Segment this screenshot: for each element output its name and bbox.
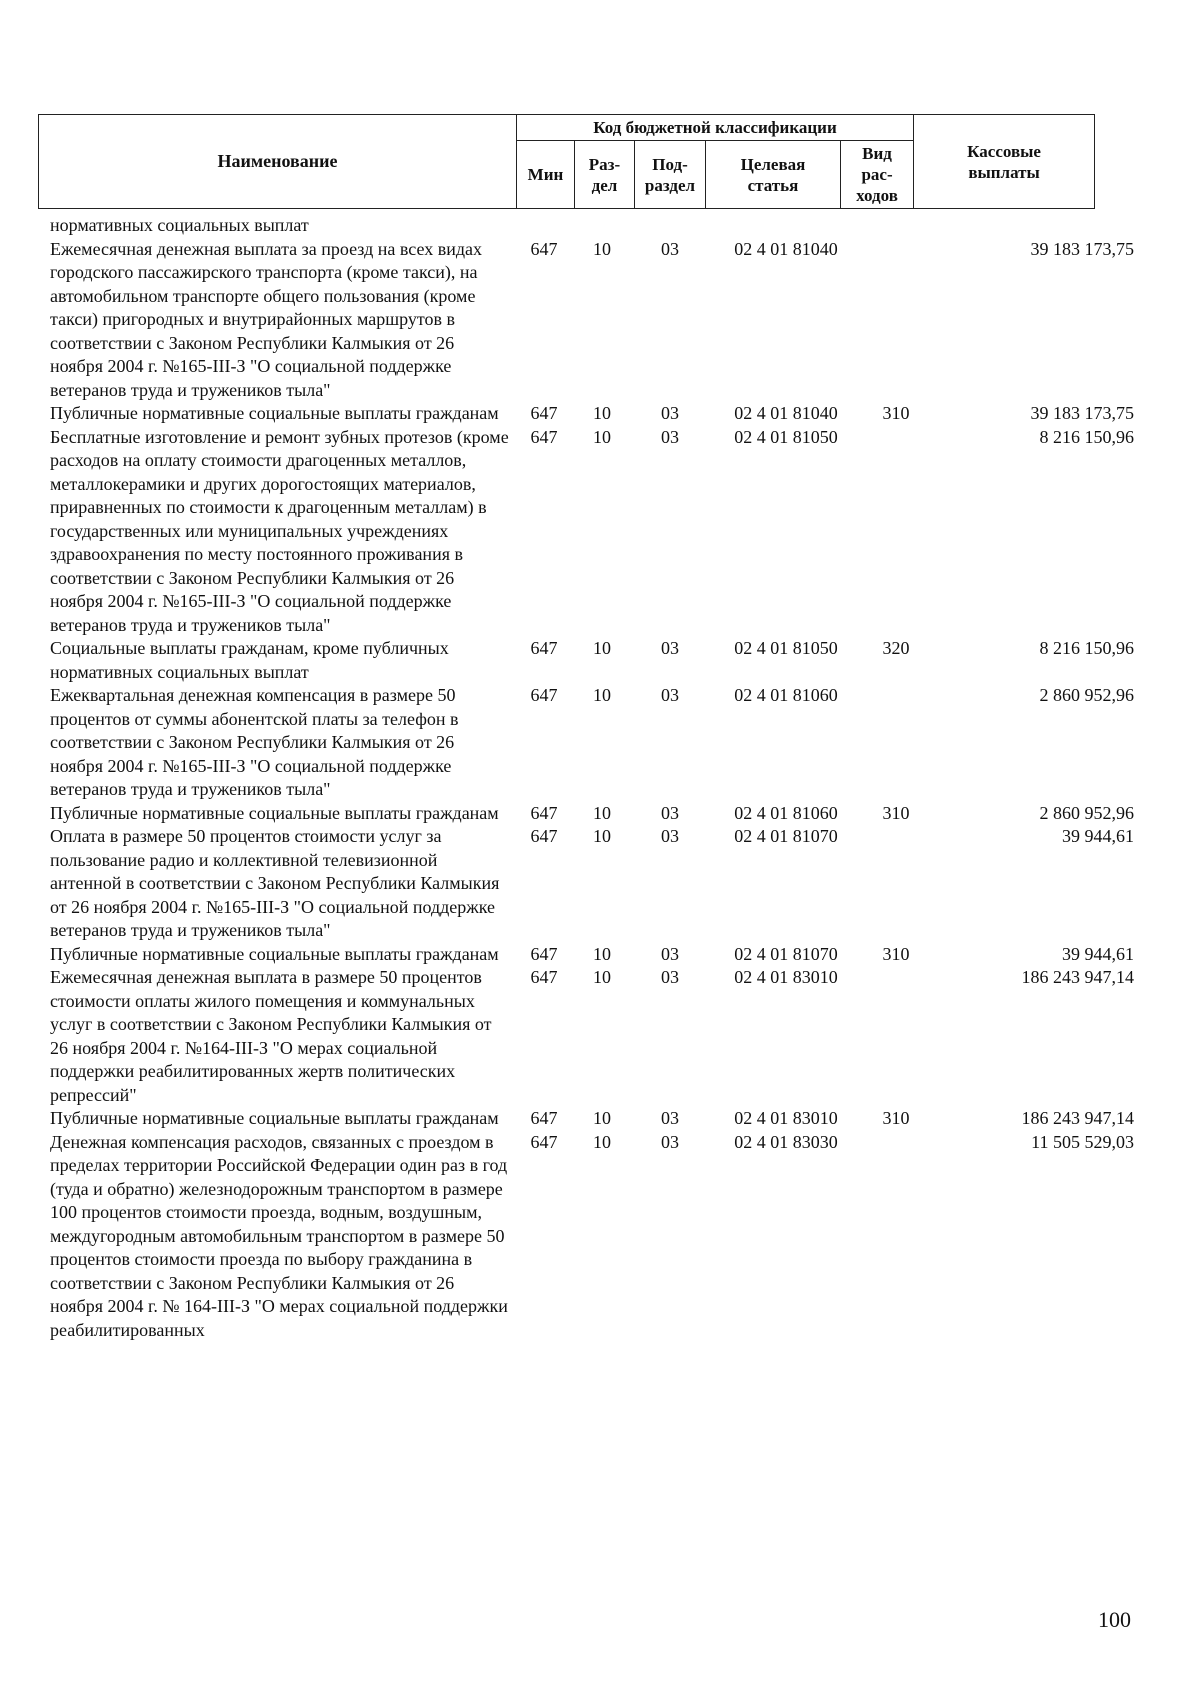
cell-razdel: 10 xyxy=(593,238,611,259)
cell-amount: 39 183 173,75 xyxy=(1030,238,1134,259)
cell-razdel: 10 xyxy=(593,943,611,964)
cell-name: нормативных социальных выплат xyxy=(50,215,309,235)
cell-name: Оплата в размере 50 процентов стоимости услуг за пользование радио и коллективной телевизионной антенной в соответствии с Законом Республики Калмыкия от 26 ноября 2004 г. №165-III-З "О социальной поддержке ветеранов труда и тружеников тыла" xyxy=(50,826,500,940)
cell-amount: 2 860 952,96 xyxy=(1039,685,1134,705)
cell-podrazdel: 03 xyxy=(661,943,679,964)
cell-statya: 02 4 01 81050 xyxy=(734,426,838,447)
cell-razdel: 10 xyxy=(593,826,611,846)
cell-vid: 310 xyxy=(882,403,910,423)
cell-name: Публичные нормативные социальные выплаты гражданам xyxy=(50,802,499,823)
cell-name: Социальные выплаты гражданам, кроме публичных нормативных социальных выплат xyxy=(50,638,449,682)
cell-statya: 02 4 01 81060 xyxy=(734,685,838,705)
cell-podrazdel: 03 xyxy=(661,1108,679,1128)
cell-min: 647 xyxy=(530,1131,558,1152)
cell-amount: 2 860 952,96 xyxy=(1039,802,1134,823)
cell-min: 647 xyxy=(530,967,558,987)
cell-min: 647 xyxy=(530,943,558,964)
table-row xyxy=(50,802,1140,826)
cell-statya: 02 4 01 83010 xyxy=(734,1108,838,1128)
cell-podrazdel: 03 xyxy=(661,238,679,259)
column-header-podrazdel: Под- раздел xyxy=(635,141,706,209)
cell-razdel: 10 xyxy=(593,403,611,423)
cell-podrazdel: 03 xyxy=(661,967,679,987)
cell-vid: 310 xyxy=(882,802,910,823)
table-row xyxy=(50,825,1140,943)
cell-vid xyxy=(866,238,926,403)
column-header-statya: Целевая статья xyxy=(706,141,841,209)
column-header-min: Мин xyxy=(517,141,575,209)
cell-razdel: 10 xyxy=(593,426,611,447)
cell-podrazdel: 03 xyxy=(661,638,679,658)
table-row xyxy=(50,238,1140,403)
table-row xyxy=(50,684,1140,802)
table-row xyxy=(50,637,1140,684)
cell-razdel: 10 xyxy=(593,1131,611,1152)
cell-statya: 02 4 01 81050 xyxy=(734,638,838,658)
column-group-header-budget-code: Код бюджетной классификации xyxy=(517,115,914,141)
cell-podrazdel: 03 xyxy=(661,403,679,423)
table-row xyxy=(50,1131,1140,1343)
column-header-name: Наименование xyxy=(39,115,517,209)
cell-name: Публичные нормативные социальные выплаты гражданам xyxy=(50,403,499,423)
cell-min: 647 xyxy=(530,826,558,846)
cell-min: 647 xyxy=(530,1108,558,1128)
page-number: 100 xyxy=(1098,1607,1131,1632)
cell-vid xyxy=(866,966,926,1107)
cell-statya xyxy=(706,214,866,238)
table-row xyxy=(50,214,1140,238)
table-row xyxy=(50,1107,1140,1131)
cell-podrazdel: 03 xyxy=(661,1131,679,1152)
cell-vid xyxy=(866,426,926,638)
cell-vid xyxy=(866,1131,926,1343)
cell-amount xyxy=(926,214,1140,238)
cell-amount: 11 505 529,03 xyxy=(1031,1131,1134,1152)
cell-vid xyxy=(866,825,926,943)
cell-statya: 02 4 01 83030 xyxy=(734,1131,838,1152)
cell-name: Ежеквартальная денежная компенсация в размере 50 процентов от суммы абонентской платы за телефон в соответствии с Законом Республики Калмыкия от 26 ноября 2004 г. №165-III-З "О социальной поддержке ветеранов труда и тружеников тыла" xyxy=(50,685,459,799)
cell-amount: 8 216 150,96 xyxy=(1039,638,1134,658)
cell-name: Денежная компенсация расходов, связанных с проездом в пределах территории Российской Федерации один раз в год (туда и обратно) железнодорожным транспортом в размере 100 процентов стоимости проезда, водным, воздушным, междугородным автомобильным транспортом в размере 50 процентов стоимости проезда по выбору гражданина в соответствии с Законом Республики Калмыкия от 26 ноября 2004 г. № 164-III-З "О мерах социальной поддержки реабилитированных xyxy=(50,1131,508,1340)
cell-vid: 320 xyxy=(882,638,910,658)
cell-razdel: 10 xyxy=(593,638,611,658)
cell-min: 647 xyxy=(530,685,558,705)
cell-min: 647 xyxy=(530,638,558,658)
column-header-razdel: Раз- дел xyxy=(575,141,635,209)
cell-vid xyxy=(866,684,926,802)
cell-min xyxy=(518,214,570,238)
cell-min: 647 xyxy=(530,403,558,423)
table-row xyxy=(50,943,1140,967)
cell-statya: 02 4 01 81060 xyxy=(734,802,838,823)
budget-table-header xyxy=(38,114,1095,209)
cell-razdel xyxy=(570,214,634,238)
cell-statya: 02 4 01 81040 xyxy=(734,403,838,423)
table-row xyxy=(50,966,1140,1107)
cell-podrazdel: 03 xyxy=(661,802,679,823)
cell-name: Ежемесячная денежная выплата за проезд на всех видах городского пассажирского транспорта (кроме такси), на автомобильном транспорте общего пользования (кроме такси) пригородных и внутрирайонных маршрутов в соответствии с Законом Республики Калмыкия от 26 ноября 2004 г. №165-III-З "О социальной поддержке ветеранов труда и тружеников тыла" xyxy=(50,238,483,400)
cell-razdel: 10 xyxy=(593,685,611,705)
cell-podrazdel: 03 xyxy=(661,426,679,447)
cell-podrazdel: 03 xyxy=(661,685,679,705)
cell-min: 647 xyxy=(530,238,558,259)
table-row xyxy=(50,402,1140,426)
cell-name: Ежемесячная денежная выплата в размере 50 процентов стоимости оплаты жилого помещения и коммунальных услуг в соответствии с Законом Республики Калмыкия от 26 ноября 2004 г. №164-III-З "О мерах социальной поддержки реабилитированных жертв политических репрессий" xyxy=(50,967,492,1105)
cell-podrazdel: 03 xyxy=(661,826,679,846)
column-header-amount: Кассовые выплаты xyxy=(914,115,1095,209)
cell-razdel: 10 xyxy=(593,802,611,823)
column-header-vid: Вид рас- ходов xyxy=(841,141,914,209)
cell-statya: 02 4 01 81070 xyxy=(734,943,838,964)
cell-name: Публичные нормативные социальные выплаты гражданам xyxy=(50,1108,499,1128)
cell-statya: 02 4 01 83010 xyxy=(734,967,838,987)
cell-vid: 310 xyxy=(882,943,910,964)
cell-name: Публичные нормативные социальные выплаты гражданам xyxy=(50,943,499,964)
cell-vid xyxy=(866,214,926,238)
cell-razdel: 10 xyxy=(593,967,611,987)
cell-vid: 310 xyxy=(882,1108,910,1128)
cell-name: Бесплатные изготовление и ремонт зубных протезов (кроме расходов на оплату стоимости драгоценных металлов, металлокерамики и других дорогостоящих материалов, приравненных по стоимости к драгоценным металлам) в государственных или муниципальных учреждениях здравоохранения по месту постоянного проживания в соответствии с Законом Республики Калмыкия от 26 ноября 2004 г. №165-III-З "О социальной поддержке ветеранов труда и тружеников тыла" xyxy=(50,426,509,635)
cell-amount: 186 243 947,14 xyxy=(1021,967,1134,987)
cell-statya: 02 4 01 81040 xyxy=(734,238,838,259)
cell-amount: 8 216 150,96 xyxy=(1039,426,1134,447)
table-row xyxy=(50,426,1140,638)
cell-amount: 186 243 947,14 xyxy=(1021,1108,1134,1128)
cell-podrazdel xyxy=(634,214,706,238)
cell-amount: 39 944,61 xyxy=(1062,826,1134,846)
cell-min: 647 xyxy=(530,802,558,823)
cell-amount: 39 944,61 xyxy=(1062,943,1134,964)
cell-razdel: 10 xyxy=(593,1108,611,1128)
cell-min: 647 xyxy=(530,426,558,447)
budget-table-body xyxy=(50,214,1140,1342)
cell-statya: 02 4 01 81070 xyxy=(734,826,838,846)
cell-amount: 39 183 173,75 xyxy=(1030,403,1134,423)
